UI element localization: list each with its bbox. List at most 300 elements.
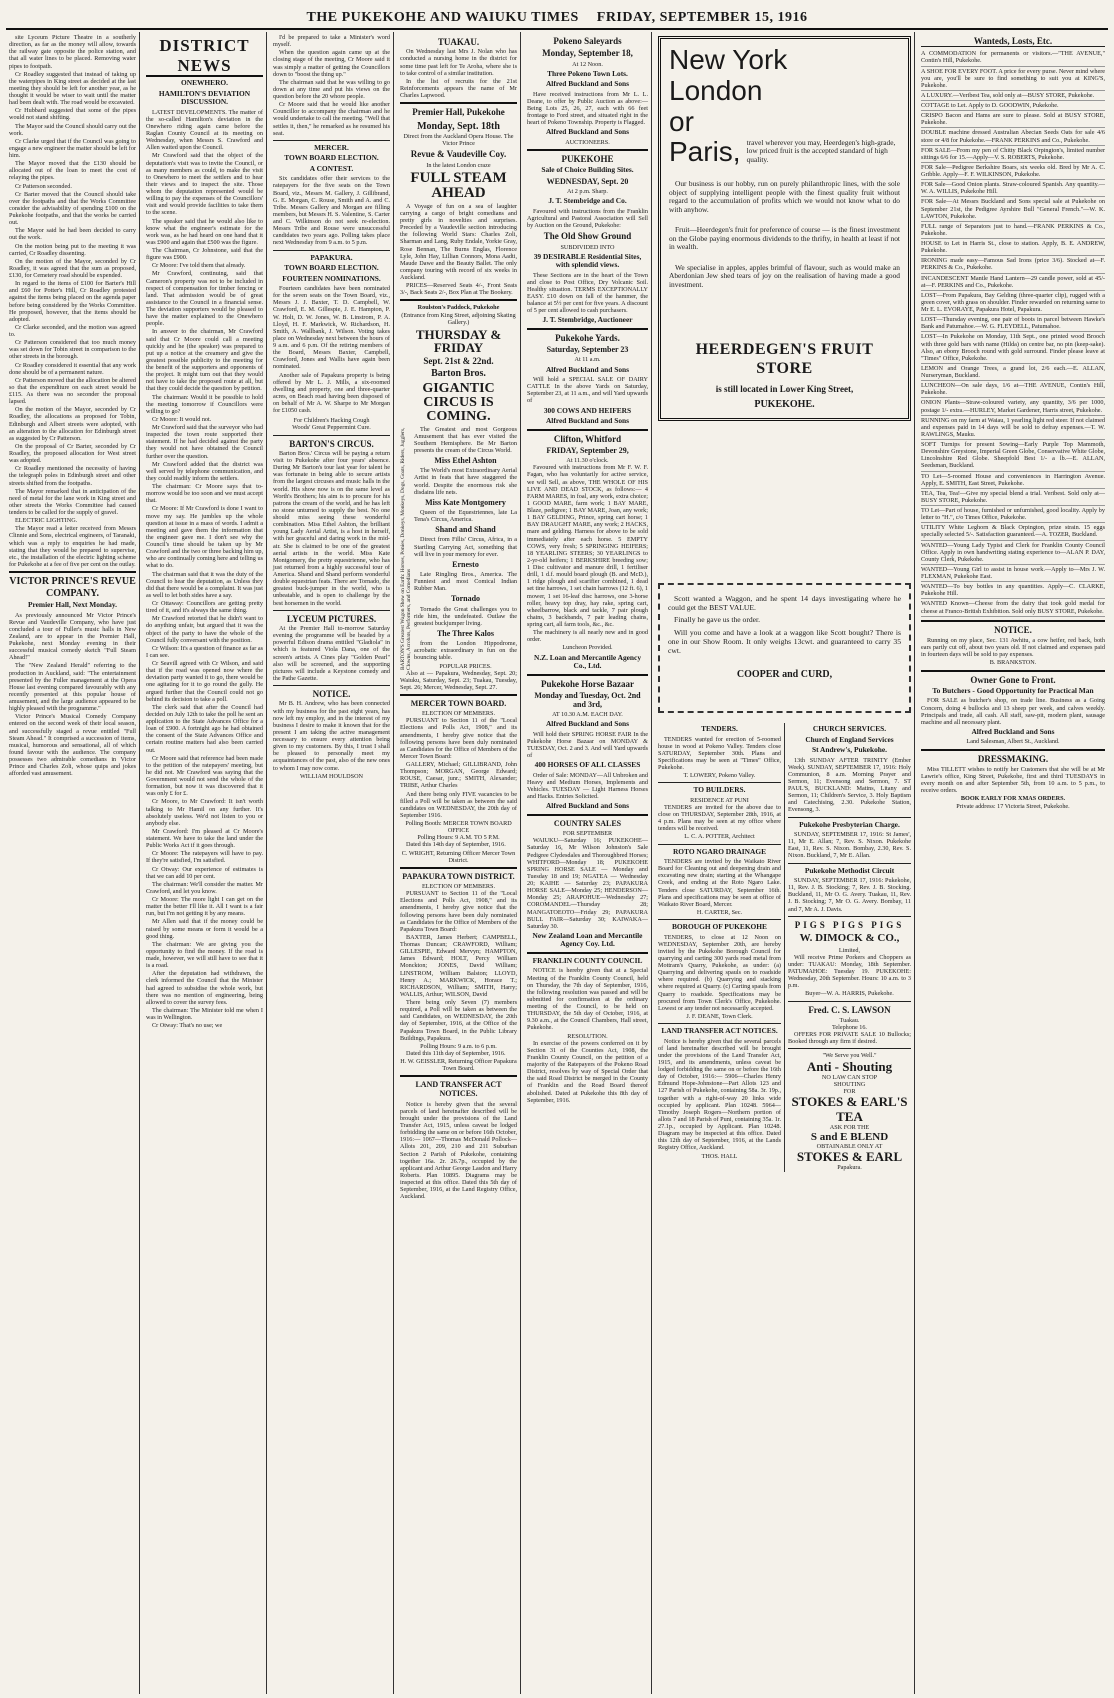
- classified-item: WANTED—Young Lady Typist and Clerk for Franklin County Council Office. Apply in own handwriting stating experience to—ALAN P. DAY, County Clerk, Pukekohe.: [921, 541, 1105, 565]
- papakura-sub: TOWN BOARD ELECTION.: [284, 263, 379, 273]
- col7-notice-p: Running on my place, Sec. 131 Awhitu, a cow heifer, red back, both ears partly cut off, about two years old. If not claimed and expenses paid in fourteen days will be sold to pay expenses.: [921, 637, 1105, 659]
- classified-item: COTTAGE to Let. Apply to D. GOODWIN, Pukekohe.: [921, 101, 1105, 111]
- col1-para-8: The Mayor said he had been decided to carry out the work.: [9, 227, 136, 242]
- circus-star-desc: Tornado the Great challenges you to ride him, the undefeated. Outlaw the greatest buckjumper living.: [414, 605, 517, 627]
- tuakau-header: TUAKAU.: [437, 37, 480, 47]
- owner-h2: To Butchers - Good Opportunity for Practical Man: [932, 685, 1094, 695]
- pk-sale-p2: These Sections are in the heart of the Town and close to Post Office, Dry Volcanic Soil. Healthy situation. TERMS EXCEPTIONALLY EASY. £10 down on fall of the hammer, the balance at 5½ per cent for five years. A discount of 5 per cent allowed to cash purchasers.: [527, 271, 648, 315]
- pk-sale-time: At 2 p.m. Sharp.: [567, 188, 608, 196]
- col2-para-7: The chairman: Would it be possible to hold the meeting tomorrow if Councillors were willing to go?: [146, 393, 263, 415]
- victor-para-0: As previously announced Mr Victor Prince's Revue and Vaudeville Company, who have just concluded a tour of Fuller's music halls in New Zealand, are to appear in the Premier Hall, Pukekohe, next Monday evening in their successful musical comedy sketch "Full Steam Ahead!": [9, 611, 136, 662]
- stokes-blend: S and E BLEND: [810, 1130, 889, 1143]
- land-act-h: LAND TRANSFER ACT NOTICES.: [661, 1026, 778, 1036]
- fruit-store-title: HEERDEGEN'S FRUIT STORE: [695, 341, 874, 377]
- church-p: 13th SUNDAY AFTER TRINITY (Ember Week). SUNDAY, SEPTEMBER 17, 1916: Holy Communion, 8 a.m. Morning Prayer and Sermon, 11; Evensong and Sermon, 7. ST PAUL'S, BUCKLAND: Matins, Litany and Sermon, 11; Children's Service, 3. Holy Baptism and Catechising, 2.30. Pukekohe Station, Evensong, 3.: [788, 756, 911, 814]
- col3-para-1: When the question again came up at the closing stage of the meeting, Cr Moore said it was simply a matter of getting the Councillors down to "boost the thing up.": [273, 49, 390, 78]
- mercer-p: Six candidates offer their services to the ratepayers for the five seats on the Town Board, viz., Messrs M. Gallery, J. Gillibrand, G. E. Morgan, C. Rouse, Smith and A. and C. Tribe. Messrs Gallery and Morgan are filling members, but Messrs H. S. Valentine, S. Carter and C. Wilkinson do not seek re-election. Messrs Tribe and Rouse were unsuccessful candidates two years ago. Polling takes place next Wednesday from 9 a.m. to 5 p.m.: [273, 175, 390, 247]
- pk-sale-p: Favoured with instructions from the Franklin Agricultural and Pastoral Association will Sell by Auction on the Ground, Pukekohe:: [527, 207, 648, 230]
- lawson-town: Tuakau.: [839, 1016, 860, 1024]
- dimock-name: W. DIMOCK & CO.,: [799, 932, 900, 945]
- circus-sub: (Entrance from King Street, adjoining Skating Gallery.): [401, 311, 516, 326]
- mercer-board-p: PURSUANT to Section 11 of the "Local Elections and Polls Act, 1908," and its amendments, I hereby give notice that the following persons have been duly nominated as Candidates for the Office of Members of the Mercer Town Board:: [400, 717, 517, 760]
- premier-venue: Premier Hall, Pukekohe: [412, 107, 505, 118]
- papakura-board-sig: H. W. GEISSLER, Returning Officer Papakura Town Board.: [400, 1058, 517, 1073]
- victor-para-2: Victor Prince's Musical Comedy Company entered on the second week of their local season, and successfully staged a revue entitled "Full Steam Ahead." It comprised a succession of items, musical, humorous and sensational, all of which found favour with the audience. The company possesses two admirable comedians in Victor Prince and Charles Zoli, whose quips and jokes afforded vast amusement.: [9, 713, 136, 778]
- stokes-h: Anti - Shouting: [806, 1058, 893, 1074]
- circus-star-desc: from the London Hippodrome, acrobatic extraordinary in fun on the bouncing table.: [414, 640, 517, 662]
- pokeno-auct2b: AUCTIONEERS.: [565, 138, 610, 146]
- presby-h: Pukekohe Presbyterian Charge.: [799, 819, 900, 829]
- pk-sale-sites: 39 DESIRABLE Residential Sites, with splendid views.: [533, 251, 642, 270]
- dress-book: BOOK EARLY FOR XMAS ORDERS.: [960, 795, 1066, 803]
- papakura-board-p: PURSUANT to Section 11 of the "Local Elections and Polls Act, 1908," and its amendments, I hereby give notice that the following persons have been duly nominated as Candidates for the Office of Members of the Papakura Town Board:: [400, 890, 517, 933]
- stokes-ask: ASK FOR THE: [829, 1123, 870, 1131]
- classified-item: SOFT Turnips for present Sowing—Early Purple Top Mammoth, Devonshire Greystone, Imperial Green Globe, Conservative White Globe, Lincolnshire Red Globe. Sheepfold Best 1/- a lb.—E. ALLAN, Seedsman, Buckland.: [921, 440, 1105, 472]
- col1-para-18: Cr Roadley mentioned the necessity of having the telegraph poles in Edinburgh street and other streets shifted from the footpaths.: [9, 465, 136, 487]
- mercer-board-p2: And there being only FIVE vacancies to be filled a Poll will be taken as between the said candidates on WEDNESDAY, the 20th day of September 1916.: [400, 790, 517, 819]
- yards-auct: Alfred Buckland and Sons: [545, 364, 630, 374]
- masthead-date: FRIDAY, SEPTEMBER 15, 1916: [596, 10, 808, 25]
- classified-item: LUNCHEON—On sale days, 1/6 at—THE AVENUE, Contin's Hill, Pukekohe.: [921, 381, 1105, 398]
- column-3: [270, 32, 394, 1694]
- premier-co: Revue & Vaudeville Coy.: [410, 149, 507, 160]
- classified-item: LEMON and Orange Trees, a grand lot, 2/6 each.—E. ALLAN, Nurseryman, Buckland.: [921, 364, 1105, 381]
- col2-para-6: In answer to the chairman, Mr Crawford said that Cr Moore could call a meeting quickly and he (the speaker) was prepared to put up a notice at the creamery and give the greatest possible publicity to the meeting for the benefit of the supporters and opponents of the project. It might turn out that they would not have to take the proposed route at all, but that they could decide the question by petition.: [146, 328, 263, 393]
- papakura-p2: Another sale of Papakura property is being offered by Mr L. J. Mills, a six-roomed dwelling and property, one and three-quarter acres, on Beach road having been disposed of on behalf of Mr A. W. Sharpe to Mr Morgan for £1050 cash.: [273, 371, 390, 415]
- classified-item: HOUSE to Let in Harris St., close to station. Apply, B. E. ANDREW, Pukekohe.: [921, 239, 1105, 256]
- col2-para-30: Cr Otway: That's no use; we: [152, 1022, 223, 1030]
- wanteds-header: Wanteds, Losts, Etc.: [921, 36, 1105, 47]
- classified-item: RUNNING on my farm at Waiau, 1 yearling light red steer. If not claimed and expenses paid in 14 days will be sold to defray expenses.—T. W. RAWLINGS, Mauku.: [921, 416, 1105, 440]
- country-sub: FOR SEPTEMBER: [562, 830, 613, 838]
- col1-para-2: Cr Hubbard suggested that some of the pipes would not stand shifting.: [9, 107, 136, 122]
- premier-date: Monday, Sept. 18th: [417, 120, 500, 132]
- pk-sale-sig: J. T. Stembridge, Auctioneer: [542, 315, 633, 325]
- col1-para-12: Cr Clarke seconded, and the motion was agreed to.: [9, 323, 136, 338]
- pk-sale-date: WEDNESDAY, Sept. 20: [546, 176, 629, 186]
- dimock-ltd: Limited,: [838, 946, 861, 954]
- horse-auct2: Alfred Buckland and Sons: [545, 801, 630, 811]
- circus-star-name: Shand and Shand: [435, 525, 496, 535]
- col1-para-0: site Lyceum Picture Theatre in a southerly direction, as far as the money will allow, towards the railway gate opposite the police station, and that all water lines to be placed. Removing water pipes to footpath.: [9, 34, 136, 70]
- builders-p: TENDERS are invited for the above due to close on THURSDAY, September 28th, 1916, at 4 p.m. Plans may be seen at my office where tenders will be received.: [658, 803, 781, 833]
- circus-star-name: Miss Kate Montgomery: [425, 497, 506, 507]
- owner-h: Owner Gone to Front.: [970, 674, 1056, 685]
- stokes-tag: "We Serve you Well.": [822, 1052, 877, 1060]
- circus-days: THURSDAY & FRIDAY: [415, 326, 502, 355]
- country-p: WAIUKU—Saturday 16; PUKEKOHE—Saturday 16, Mr Wilson Johnston's Sale Pedigree Clydesdales and Thoroughbred Horses; WHITFORD—Monday 18; PUKEKOHE SPRING HORSE SALE — Monday and Tuesday 18 and 19; NGATEA — Wednesday 20; KAIHE — Saturday 23; PAPAKURA HORSE SALE—Monday 25; HENDERSON—Monday 25; ARAPOHUE—Wednesday 27; COROMANDEL—Thursday 28; MANGATOEOTO—Friday 29; PAPAKURA BULL FAIR—Saturday 30; KAIWAKA—Saturday 30.: [527, 837, 648, 930]
- circus-prices: POPULAR PRICES.: [439, 662, 492, 670]
- mercer-board-booth: Polling Booth: MERCER TOWN BOARD OFFICE: [405, 820, 512, 835]
- horse-p: Will hold their SPRING HORSE FAIR In the Pukekohe Horse Bazaar on MONDAY & TUESDAY, Oct. 2 and 3. And will Yard upwards of: [527, 730, 648, 760]
- franklin-h: FRANKLIN COUNTY COUNCIL: [532, 955, 643, 965]
- col1-para-13: Cr Patterson considered that too much money was set down for Tobin street in comparison to the other streets in the borough.: [9, 339, 136, 361]
- circus-star-name: Tornado: [450, 594, 481, 604]
- col6-lower: [658, 723, 911, 1172]
- classified-item: A SHOE FOR EVERY FOOT. A price for every purse. Never mind where you are, you'll be sure to find something to suit you at KING'S, Pukekohe.: [921, 67, 1105, 91]
- owner-sig: Alfred Buckland and Sons: [971, 726, 1055, 736]
- premier-latest: In the latest London craze: [426, 161, 491, 169]
- dimock-p: Will receive Prime Porkers and Choppers as under: TUAKAU: Monday, 18th September. PATUMAHOE: Tuesday 19. PUKEKOHE: Wednesday, 20th September. Hours: 10 a.m. to 3 p.m.: [788, 953, 911, 990]
- col2-para-19: Cr Moore said that reference had been made to the petition of the ratepayers' meeting, but he did not. Mr Crawford was saying that the Government would not send the whole of the formation, but now it was discovered that it was only £ for £.: [146, 754, 263, 798]
- stokes-obt: OBTAINABLE ONLY AT: [816, 1143, 883, 1151]
- col2-para-1: Mr Crawford said that the object of the deputation's visit was to invite the Council, or as many members as could, to make the visit to Onewhero to meet the settlers and to hear their views and to inspect the site. Those whom the deputation represented would be willing to pay the expenses of the Councillors' visit and would provide facilities to take them to the scene.: [146, 152, 263, 217]
- mercer-board-h: MERCER TOWN BOARD.: [410, 699, 507, 708]
- tuakau-p2: In the list of recruits for the 21st Reinforcements appears the name of Mr Charles Lapwood.: [400, 77, 517, 100]
- col1-para-3: The Mayor said the Council should carry out the work.: [9, 122, 136, 137]
- dress-sig: Private address: 17 Victoria Street, Pukekohe.: [956, 802, 1070, 810]
- ny-p0: travel wherever you may, Heerdegen's high-grade, low priced fruit is the accepted standard of high quality.: [746, 137, 896, 164]
- classified-item: LOST—Thursday evening, one pair of boots in parcel between Hawke's Bank and Patumahoe.—W. G. FLEYDELL, Patumahoe.: [921, 315, 1105, 332]
- fruit-store-loc: is still located in Lower King Street,: [715, 383, 854, 394]
- pk-sale-site: The Old Show Ground: [543, 231, 632, 242]
- ny-line-3: or: [669, 105, 694, 137]
- pigs-h: PIGS PIGS PIGS: [794, 919, 905, 930]
- classified-item: ONION Plants—Straw-coloured variety, any quantity, 3/6 per 1000, postage 1/- extra.—HURLEY, Market Gardener, Harris street, Pukekohe.: [921, 398, 1105, 415]
- method-h: Pukekohe Methodist Circuit: [804, 865, 895, 875]
- col2-para-22: Cr Moore: The ratepayers will have to pay. If they're satisfied, I'm satisfied.: [146, 850, 263, 865]
- cup-p2: Finally he gave us the order.: [674, 615, 761, 625]
- presby-p: SUNDAY, SEPTEMBER 17, 1916: St James', 11, Mr E. Allan; 7, Rev. S. Nixon. Pukekohe East, 11, Rev. S. Nixon. Bombay, 2.30, Rev. S. Nixon. Buckland, 7, Mr E. Allan.: [788, 831, 911, 860]
- land-act-p: Notice is hereby given that the several parcels of land hereinafter described will be brought under the provisions of the Land Transfer Act, 1915, and its amendments, unless caveat be lodged forbidding the same on or before the 16th day of October, 1916:— 5906—Charles Henry Edmund Hope-Johnstone—Part Allots 123 and 127 Parish of Pukekohe, containing 58a. 3r. 19p., together with a right-of-way 20 links wide occupied by applicant. Plan 10248. 5964—Timothy Joseph Rogers—Northern portion of allots 7 and 18 Parish of Puni, containing 35a. 1r. 27.1p., occupied by Applicant. Plan 10248. Diagram may be inspected at this office. Dated this 12th day of September, 1916, at the Lands Registry Office, Auckland.: [658, 1037, 781, 1152]
- tenders-h: TENDERS.: [701, 724, 738, 733]
- mercer-h: A CONTEST.: [309, 163, 354, 173]
- circus-dates: Sept. 21st & 22nd.: [423, 355, 494, 366]
- mercer-town: MERCER.: [314, 142, 349, 152]
- pokeno-p: Have received instructions from Mr L. L. Deane, to offer by Public Auction as above:— Being Lots 25, 26, 27, each with 66 feet frontage to Ford street, and situated right in the heart of Pokeno Township. Property is Flagged.: [527, 90, 648, 127]
- roto-p: TENDERS are invited by the Waikato River Board for Cleaning out and deepening drain and excavating new drain; starting at the Whangape Creek, and ending at the Roto Ngaro Lake. Tenders close SATURDAY, September 16th. Plans and specifications may be seen at office of Waikato River Board, Mercer.: [658, 858, 781, 908]
- papakura-board-names: BAXTER, James Herbert; CAMPBELL, Thomas Duncan; CRAWFORD, William; GILLESPIE, Edward Mervyn; HAMPTON, James Edward; HOLT, Percy William Monckton; JONES, David William; LINSTROM, William Balston; LLOYD, Henry A.; MARKWICK, Horace T.; RICHARDSON, William; SMITH, Harry; WALLIS, Arthur; WILSON, David: [400, 933, 517, 998]
- col1-para-14: Cr Roadley considered it essential that any work done should be of a permanent nature.: [9, 361, 136, 376]
- stokes-p1: NO LAW CAN STOP: [821, 1073, 878, 1081]
- barton-header: BARTON'S CIRCUS.: [289, 438, 374, 449]
- stokes-name: STOKES & EARL'S: [791, 1094, 908, 1110]
- owner-sig2: Land Salesman, Albert St., Auckland.: [966, 738, 1060, 746]
- col1-para-5: The Mayor moved that the £130 should be allocated out of the loan to meet the cost of relaying the pipes.: [9, 160, 136, 182]
- notice-p: Mr B. H. Andrew, who has been connected with my business for the past eight years, has now left my employ, and in the interest of my business I desire to make it known that for the present I am taking the active management necessary to ensure every attention being given to my customers. By this, I trust I shall be pleased to personally meet my acquaintances of the past, also of the new ones to whom I may now come.: [273, 700, 390, 772]
- cup-sig: COOPER and CURD,: [736, 669, 833, 681]
- col1-para-11: In regard to the items of £100 for Barter's Hill and £60 for Potter's Hill, Cr Roadley protested against the items being placed on the agenda paper before being considered by the Works Committee. He proposed, however, that the items should be adopted.: [9, 280, 136, 323]
- col1-para-16: On the motion of the Mayor, seconded by Cr Roadley, the allocations as proposed for Tobin, Edinburgh and Albert streets were adopted, with an alteration to the allocation for Edinburgh street as suggested by Cr Patterson.: [9, 406, 136, 442]
- pokeno-auct2: Alfred Buckland and Sons: [545, 127, 630, 137]
- masthead: [6, 4, 1108, 30]
- classified-item: LOST—In Pukekohe on Monday, 11th Sept., one printed wood Brooch with three gold bars with name (Hilda) on centre bar, no pin (keep-sake). Also, an ebony Brooch round with gold surround. Finder please leave at "Times" Office, Pukekohe.: [921, 332, 1105, 364]
- col2-para-26: Mr Allen said that if the money could be raised by some means or form it would be a good thing.: [146, 918, 263, 940]
- onewhero-header: ONEWHERO.: [180, 78, 229, 88]
- horse-auct: Alfred Buckland and Sons: [545, 719, 630, 729]
- pokeno-time: At 12 Noon.: [572, 60, 603, 68]
- column-5: [524, 32, 652, 1694]
- builders-h: TO BUILDERS.: [693, 785, 746, 795]
- col2-para-28: After the deputation had withdrawn, the clerk informed the Council that the Minister had agreed to subsidise the whole work, but there was no mention of engineering, being allowed to cover the survey fees.: [146, 970, 263, 1006]
- classified-item: A COMMODATION for permanents or visitors.—"THE AVENUE," Contin's Hill, Pukekohe.: [921, 49, 1105, 66]
- col1-para-7: Cr Barter moved that the Council should take over the footpaths and that the Works Committee consider the advisability of spending £100 on the Pukekohe footpaths, and that the works be carried out.: [9, 190, 136, 227]
- pk-sale-sub2: SUBDIVIDED INTO: [560, 243, 615, 251]
- col2-para-27: The chairman: We are giving you the opportunity to find the money. If the road is made, however, we will still have to see that it is a road.: [146, 940, 263, 970]
- land-transfer-p: Notice is hereby given that the several parcels of land hereinafter described will be brought under the provisions of the Land Transfer Act, 1915, unless caveat be lodged forbidding the same on or before 16th October, 1916:— 1067—Thomas McDonald Pollock—Allots 201, 209, 210 and 211 Suburban Section 2 Parish of Pukekohe, containing together 16a. 2r. 26.7p., occupied by the applicant and Arthur George Lasdon and Harry Roberts. Plan 10895. Diagrams may be inspected at this office. Dated this 5th day of September, 1916, at the Land Registry Office, Auckland.: [400, 1100, 517, 1201]
- col2-para-2: The speaker said that he would also like to know what the engineer's estimate for the work was, as he had heard on one hand that it was £900 and again that £500 was the figure.: [146, 217, 263, 246]
- tenders-sig: T. LOWERY, Pokeno Valley.: [683, 772, 756, 780]
- masthead-title: THE PUKEKOHE AND WAIUKU TIMES: [306, 10, 579, 25]
- yards-big: 300 COWS AND HEIFERS: [543, 405, 632, 415]
- premier-p: A Voyage of fun on a sea of laughter carrying a cargo of bright comedians and pretty girls in novelties and surprises. Preceded by a Vaudeville section introducing the following World Stars: Charles Zoli, Sharman and Lang, Ruby Endale, Yorkie Gray, Rose Bennan, The Burns Englas, Florence Lyle, John Hay, Lillian Connors, Mona Aadti, Maude Dawe and the Beauty Ballet. The only company touring with record of six weeks in Auckland.: [400, 202, 517, 282]
- col2-para-8: Cr Moore: It would not.: [152, 415, 212, 423]
- col2-para-13: The chairman said that it was the duty of the Council to hear the deputation, as Unless they did that there would be a complaint. It was just as well to let both sides have a say.: [146, 570, 263, 599]
- col1-para-1: Cr Roadley suggested that instead of taking up the waterpipes in King street as decided at the last meeting they should be left for another year, as he thought it would be wiser to wait until the matter had been dealt with. The road would be excavated.: [9, 70, 136, 107]
- papakura-board-dated: Dated this 11th day of September, 1916.: [406, 1049, 506, 1057]
- col2-para-15: Mr Crawford retorted that he didn't want to do anything unfair, but argued that it was the object of the party to have the whole of the Council fully conversant with the position.: [146, 615, 263, 644]
- victor-title: VICTOR PRINCE'S REVUE COMPANY.: [9, 576, 136, 599]
- classified-item: WANTED—Young Girl to assist in house work.—Apply to—Mrs J. W. FLEXMAN, Pukekohe East.: [921, 565, 1105, 582]
- stokes-town: Papakura.: [837, 1164, 862, 1172]
- country-h2: New Zealand Loan and Mercantile Agency Coy. Ltd.: [532, 930, 643, 949]
- circus-star-desc: Direct from Fillis' Circus, Africa, in a Startling Carrying Act, something that will live in your memory for ever.: [414, 536, 517, 558]
- classified-item: WANTED Known—Cheese from the dairy that took gold medal for cheese at Franco-British Exhibition. Sold only BUSY STORE, Pukekohe.: [921, 599, 1105, 616]
- col2-para-3: The Chairman, Cr Johnstone, said that the figure was £900.: [146, 247, 263, 262]
- church-h3: St Andrew's, Pukekohe.: [811, 745, 888, 755]
- classified-item: FOR Sale—Good Onion plants. Straw-coloured Spanish. Any quantity.—W. A. WILLIS, Pukekohe Hill.: [921, 180, 1105, 197]
- barton-p: Barton Bros.' Circus will be paying a return visit to Pukekohe after four years' absence. During Mr Barton's tour last year for talent he was fortunate in being able to secure artists from the largest circuses and music halls in the world. His show now is on the same level as Worth's Brothers; his aim is to procure for his patrons the cream of the world, and he has left no stone unturned to supply the best. No one should miss seeing these wonderful combination. Miss Ethel Ashton, the brilliant young Lady Aerial Artist, is a host in herself, with her graceful and daring work in the mid-air. She is claimed to be one of the greatest aerial artists in the world. Miss Kate Montgomery, the pretty equestrienne, who has just returned from a highly successful tour of America. Shand and Shand perform wonderful double equestrian feats. There are Tornado, the greatest buck-jumper in the world, who is unbeatable, and is open to challenge by the best horsemen in the world.: [273, 449, 390, 607]
- col2-para-21: Mr Crawford: I'm pleased at Cr Moore's statement. We have to take the land under the Public Works Act if it goes through.: [146, 827, 263, 850]
- classified-item: UTILITY White Leghorn & Black Orpington, prize strain. 15 eggs specially selected 5/-. Satisfaction guaranteed.—A. TOZER, Buckland.: [921, 523, 1105, 540]
- district-news-header: DISTRICT NEWS: [146, 36, 263, 77]
- heerdegen-advert: [658, 36, 911, 421]
- col2-para-16: Cr Wilson: It's a question of finance as far as I can see.: [146, 644, 263, 659]
- owner-p: FOR SALE as butcher's shop, on trade line. Business as a Going Concern, doing 4 bullocks and 13 sheep per week, and calves weekly. Principals and trade, all cash. All staff, saw-pit, modern plant, sausage machine and all necessary plant.: [921, 697, 1105, 726]
- papakura-board-sub: ELECTION OF MEMBERS.: [421, 883, 496, 890]
- mercer-board-sub: ELECTION OF MEMBERS.: [421, 710, 496, 718]
- col7-notice-sig: B. BRANKSTON.: [989, 659, 1037, 667]
- victor-para-1: The "New Zealand Herald" referring to the production in Auckland, said: "The entertainment presented by the Fuller management at the Opera House last evening compared favourably with any recently presented at this popular house of amusement, and the large audience appeared to be highly pleased with the programme.": [9, 662, 136, 713]
- stokes-name2: STOKES & EARL: [796, 1149, 903, 1165]
- mercer-sub: TOWN BOARD ELECTION.: [284, 153, 379, 163]
- col3-para-3: Cr Moore said that he would like another Councillor to accompany the chairman and he would undertake to call the meeting. "Well that settles it, then," he remarked as he resumed his seat.: [273, 101, 390, 137]
- circus-star-desc: Queen of the Equestriennes, late La Tena's Circus, America.: [414, 509, 517, 524]
- nz-loan-h: N.Z. Loan and Mercantile Agency Co., Ltd.: [533, 652, 642, 671]
- papakura-board-h: PAPAKURA TOWN DISTRICT.: [402, 871, 515, 881]
- lyceum-header: LYCEUM PICTURES.: [286, 613, 377, 624]
- franklin-h2: RESOLUTION.: [567, 1032, 608, 1040]
- classified-item: CRISPO Bacon and Hams are sure to please. Sold at BUSY STORE, Pukekohe.: [921, 111, 1105, 128]
- fruit-store-town: PUKEKOHE.: [754, 398, 815, 410]
- column-2: [143, 32, 267, 1694]
- clifton-p2: The machinery is all nearly new and in good order.: [527, 629, 648, 644]
- dress-h: DRESSMAKING.: [977, 753, 1049, 764]
- pk-sale-sub: Sale of Choice Building Sites.: [541, 165, 634, 175]
- col2-para-12: Cr Moore: If Mr Crawford is done I want to move my say. He jumbles up the whole question at issue in a mass of words. I admit a meeting and gave them the information that the engineer gave me. I don't see why the Council's time should be taken up by Mr Crawford and the two or three backing him up, who are continually coming here and telling us what to do.: [146, 505, 263, 570]
- col1-para-20: ELECTRIC LIGHTING.: [15, 517, 78, 525]
- franklin-p: NOTICE is hereby given that at a Special Meeting of the Franklin County Council, held on Thursday, the 7th day of September, 1916, the following resolution was passed and will be submitted for confirmation at the ordinary meeting of the Council, to be held on THURSDAY, the 5th day of October, 1916, at 9.30 a.m., at the Council Chambers, Hall street, Pukekohe.: [527, 967, 648, 1032]
- builders-sub: RESIDENCE AT PUNI: [690, 796, 749, 804]
- papakura-town: PAPAKURA.: [310, 252, 353, 262]
- col2-para-14: Cr Ottaway: Councillors are getting pretty tired of it, and it's always the same thing.: [146, 600, 263, 615]
- lawson-h: Fred. C. S. LAWSON: [808, 1004, 891, 1015]
- ny-p2: Fruit—Heerdegen's fruit for preference of course — is the finest investment on the Globe paying enormous dividends to the thrifty, in health at least if not in wealth.: [669, 225, 900, 252]
- yards-time: At 11 a.m.: [574, 356, 601, 364]
- clifton-p: Favoured with instructions from Mr F. W. F. Fagan, who has voluntarily for active service, we will Sell, as above, THE WHOLE OF HIS LIVE AND DEAD STOCK, as follows:— 4 FARM MARES, in foal, any work, extra choice; 1 GOOD MARE, farm work; 1 BAY MARE, Blaze, pedigree; 1 BAY MARE, Joan, any work; 1 BAY GELDING, Prince, spring cart horse; 1 BAY DRAUGHT MARE, any work; 2 HACKS, mare and gelding. Harness for above to be sold immediately after each horse. 5 EMPTY COWS, very fresh; 5 SPRINGING HEIFERS; 18 YEARLING STEERS; 30 YEARLINGS to 2-yr-old heifers; 1 BERKSHIRE breeding sow; 1 Disc cultivator and manure drill, 1 fertiliser drill, 1 d.f. mould board plough (B. and McD.), 1 ridge plough and scarifier combined, 1 dead set tine harrows, 1 set chain harrows (12 ft. 6), 1 mower, 1 set 16-leaf disc harrows, one 3-horse roller, heavy top dray, hay rake, spring cart, wheelbarrow, black and tackle, 7 pair plough chains, 3 backbands, 7 pair leading chains, spring cart, all farm tools, &c., &c.: [527, 464, 648, 629]
- pk-sale-h: PUKEKOHE: [561, 154, 614, 165]
- lawson-p: OFFERS FOR PRIVATE SALE 10 Bullocks; Booked through any firm if desired.: [788, 1031, 911, 1046]
- stokes-p2: SHOUTING: [833, 1080, 866, 1088]
- col1-para-6: Cr Patterson seconded.: [15, 182, 72, 190]
- column-6: [655, 32, 915, 1694]
- col1-para-15: Cr Patterson moved that the allocation be altered so that the expenditure on each street would be £115. As there was no seconder the proposal lapsed.: [9, 376, 136, 406]
- premier-sub: Direct from the Auckland Opera House. The Victor Prince: [403, 133, 514, 148]
- classified-item: WANTED—To buy bottles in any quantities. Apply—C. CLARKE, Pukekohe Hill.: [921, 582, 1105, 599]
- col7-notice-h: NOTICE.: [994, 624, 1032, 635]
- col3-para-2: The chairman said that he was willing to go down at any time and put his views on the question before the 20 whore people.: [273, 78, 390, 100]
- col3-para-0: I'd be prepared to take a Minister's word myself.: [273, 34, 390, 49]
- col2-para-17: Cr Seavill agreed with Cr Wilson, and said that if the road was opened now where the deviation party wanted it to go, there would be one agitating for it to go round the gully. He argued further that the Council could not go behind its decision to take a poll.: [146, 660, 263, 703]
- gigantic-circus: GIGANTIC CIRCUS IS COMING.: [422, 380, 495, 424]
- col2-para-0: LATEST DEVELOPMENTS. The matter of the so-called Hamilton's deviation in the Onewhero riding again came before the Raglan County Council at its meeting on Wednesday, when Messrs S. Crawford and Allen waited upon the Council.: [146, 108, 263, 152]
- horse-time: AT 10.30 A.M. EACH DAY.: [552, 711, 623, 719]
- victor-sub: Premier Hall, Next Monday.: [27, 600, 117, 609]
- circus-star-desc: The World's most Extraordinary Aerial Artist in feats that have staggered the world. Despite the enormous risk she disdains life nets.: [414, 467, 517, 496]
- col1-para-4: Cr Clarke urged that if the Council was going to engage a new engineer the matter should be left for him.: [9, 137, 136, 159]
- col1-para-19: The Mayor remarked that in anticipation of the need of metal for the lane work in King street and other streets the Works Committee had caused tenders to be called for the supply of gravel.: [9, 487, 136, 516]
- roto-sig: H. CARTER, Sec.: [696, 908, 743, 916]
- church-h2: Church of England Services: [805, 734, 894, 744]
- notice-sig: WILLIAM HOULDSON: [299, 772, 364, 780]
- col2-para-9: Mr Crawford said that the surveyor who had inspected the town route supported their statement. If he had decided against the party they would not have obtained the Council further over the question.: [146, 424, 263, 460]
- circus-p: The Greatest and most Gorgeous Amusement that has ever visited the Southern Hemisphere. Be Mr Barton presents the cream of the Circus World.: [414, 425, 517, 454]
- circus-venue: Roulston's Paddock, Pukekohe: [417, 304, 500, 312]
- circus-also: Also at — Papakura, Wednesday, Sept. 20; Waiuku, Saturday, Sept. 23; Tuakau, Tuesday, Sept. 26; Mercer, Wednesday, Sept. 27.: [400, 669, 517, 691]
- land-act-sig: THOS. HALL: [701, 1152, 738, 1160]
- papakura-board-hours: Polling Hours: 9 a.m. to 6 p.m.: [420, 1042, 497, 1050]
- col2-para-25: Cr Moore: The more light I can get on the matter the better I'll like it. All I want is a fair run, but I'm not getting it by any means.: [146, 896, 263, 918]
- lawson-tel: Telephone 16.: [832, 1024, 867, 1032]
- full-steam-ahead: FULL STEAM AHEAD: [410, 169, 507, 201]
- horse-date: Monday and Tuesday, Oct. 2nd and 3rd,: [534, 690, 641, 710]
- clifton-date: FRIDAY, September 29,: [546, 445, 629, 455]
- clifton-lunch: Luncheon Provided.: [562, 644, 613, 652]
- col2-para-18: The clerk said that after the Council had decided on July 12th to take the poll he sent an application to the State Advances Office for a loan of £900. A fortnight ago he had obtained the consent of the State Advances Office and certain routine matters had also been carried out.: [146, 703, 263, 754]
- stokes-for: FOR: [843, 1088, 856, 1096]
- classified-item: FULL range of Separators just to hand.—FRANK PERKINS & Co., Pukekohe.: [921, 222, 1105, 239]
- mercer-board-names: GALLERY, Michael; GILLIBRAND, John Thompson; MORGAN, George Edward; ROUSE, Caesar, junr.; SMITH, Alexander; TRIBE, Arthur Charles: [400, 761, 517, 790]
- borough-h: BOROUGH OF PUKEKOHE: [672, 922, 767, 932]
- pokeno-auct: Alfred Buckland and Sons: [545, 79, 630, 89]
- papakura-board-p2: There being only Seven (7) members required, a Poll will be taken as between the said Candidates, on WEDNESDAY, the 20th day of September, 1916, at the Office of the Papakura Town Board, in the Public Library Buildings, Papakura.: [400, 999, 517, 1042]
- ny-p1: Our business is our hobby, run on purely philanthropic lines, with the sole object of supplying intelligent people with the finest quality fruit without regard to the accumulation of profits which we would not know what to do with anyhow.: [669, 179, 900, 214]
- classified-item: TO Let—Part of house, furnished or unfurnished, good locality. Apply by letter to "H.", c/o Times Office, Pukekohe.: [921, 506, 1105, 523]
- ny-line-1: New York: [669, 44, 788, 75]
- country-h: COUNTRY SALES: [553, 818, 622, 828]
- yards-auct2: Alfred Buckland and Sons: [545, 416, 630, 426]
- dimock-sig: Buyer—W. A. HARRIS, Pukekohe.: [805, 990, 894, 998]
- ny-line-2: London: [669, 74, 763, 106]
- circus-star-name: Miss Ethel Ashton: [434, 456, 497, 466]
- borough-p: TENDERS, to close at 12 Noon on WEDNESDAY, September 20th, are hereby invited by the Pukekohe Borough Council for quarrying and carting 300 yards road metal from Mottram's Quarry, Pukekohe, as under: (a) Quarrying and delivering spauls on to roadside where required. (b) Quarrying and stacking where required at Quarry. (c) Carting spauls from Quarry to roadside. Specifications may be procured from Town Clerk's Office, Pukekohe. Lowest or any tender not necessarily accepted.: [658, 933, 781, 1012]
- col1-para-21: The Mayor read a letter received from Messrs Clinnie and Sons, electrical engineers, of Taranaki, which was a reply to enquiries he had made, stating that they would be prepared to supervise, etc., the installation of the electric lighting scheme for Pukekohe at a fee of five per cent on the outlay.: [9, 525, 136, 568]
- yards-p: Will hold a SPECIAL SALE OF DAIRY CATTLE In the above Yards on Saturday, September 23, at 11 a.m., and will Yard upwards of: [527, 376, 648, 405]
- col2-para-24: The chairman: We'll consider the matter. Mr Crawford, and let you know.: [146, 880, 263, 895]
- land-transfer-h: LAND TRANSFER ACT NOTICES.: [415, 1080, 502, 1099]
- notice-header: NOTICE.: [312, 689, 351, 700]
- horse-p2: Order of Sale: MONDAY—All Unbroken and Heavy and Medium Horses, Implements and Vehicles. TUESDAY — Light Harness Horses and Hacks. Entries Solicited.: [527, 771, 648, 801]
- col2-para-29: The chairman: The Minister told me when I was in Wellington.: [146, 1006, 263, 1022]
- cough-advert: [273, 417, 390, 431]
- circus-name: Barton Bros.: [431, 368, 486, 380]
- borough-sig: J. F. DEANE, Town Clerk.: [686, 1012, 753, 1020]
- circus-star-desc: Late Ringling Bros., America. The Funniest and most Comical Indian Rubber Man.: [414, 571, 517, 593]
- col2-para-4: Cr Moore: I've told them that already.: [152, 262, 246, 270]
- mercer-board-hours: Polling Hours: 9 A.M. TO 5 P.M.: [417, 834, 500, 842]
- classified-item: LOST—From Papakura, Bay Gelding (three-quarter clip), rugged with a green cover, with grass on shoulder. Finder rewarded on returning same to Mr E. L. EVORAYE, Papakura Hotel, Papakura.: [921, 291, 1105, 315]
- pokeno-lots: Three Pokeno Town Lots.: [547, 68, 628, 78]
- classified-item: A LUXURY.—Veribest Tea, sold only at—BUSY STORE, Pukekohe.: [921, 91, 1105, 101]
- tuakau-p: On Wednesday last Mrs J. Nolan who has conducted a nursing home in the district for some time past left for Te Aroha, where she is to take control of a similar institution.: [400, 48, 517, 77]
- tenders-p: TENDERS wanted for erection of 5-roomed house in wood at Pokeno Valley. Tenders close SATURDAY, September 30th. Plans and Specifications may be seen at "Times" Office, Pukekohe.: [658, 735, 781, 772]
- col1-para-10: On the motion of the Mayor, seconded by Cr Roadley, it was agreed that the sum as proposed, £130, for Cemetery road should be expended.: [9, 257, 136, 279]
- column-1: [6, 32, 140, 1694]
- col2-para-23: Cr Otway: Our experience of estimates is that we can add 10 per cent.: [146, 865, 263, 880]
- church-h: CHURCH SERVICES.: [812, 724, 887, 733]
- classified-item: DOUBLE machine dressed Australian Abecian Seeds Oats for sale 4/6 store or 4/8 for Pukekohe.—FRANK PERKINS and Co., Pukekohe.: [921, 128, 1105, 145]
- pk-sale-auct: J. T. Stembridge and Co.: [548, 196, 627, 206]
- cup-p3: Will you come and have a look at a waggon like Scott bought? There is one in our Show Room. It only weighs 13cwt. and guaranteed to carry 35 cwt.: [668, 628, 901, 655]
- cooper-curd-advert: [658, 583, 911, 713]
- yards-date: Saturday, September 23: [546, 345, 629, 355]
- mercer-board-dated: Dated this 14th day of September, 1916.: [406, 841, 506, 849]
- franklin-p2: In exercise of the powers conferred on it by Section 31 of the Counties Act, 1908, the Franklin County Council, on the petition of a majority of the Ratepayers of the Pokeno Road District, resolves by way of Special Order that the said Road District be merged in the County of Franklin and the Road Board thereof abolished. Dated at Pukekohe this 8th day of September, 1916.: [527, 1039, 648, 1104]
- classified-item: INCANDESCENT Mantle Hand Lantern—29 candle power, sold at 45/- at—F. PERKINS and Co., Pukekohe.: [921, 274, 1105, 291]
- papakura-h: FOURTEEN NOMINATIONS.: [282, 273, 381, 283]
- horse-big: 400 HORSES OF ALL CLASSES: [534, 760, 641, 770]
- classified-item: FOR Sale—At Messrs Buckland and Sons special sale at Pukekohe on September 21st, the Pedigree Ayrshire Bull "General French."—W. K. LAWTON, Pukekohe.: [921, 197, 1105, 221]
- circus-star-name: The Three Kalos: [436, 628, 495, 638]
- lyceum-p: At the Premier Hall to-morrow Saturday evening the programme will be headed by a powerful Edison drama entitled "Gladiola" in which is featured Viola Dana, one of the screen's artists. A Cines play "Golden Pearl" also will be screened, and the supporting pictures will include a Keystone comedy and the Pathe Gazette.: [273, 625, 390, 682]
- col2-para-10: Mr Crawford added that the district was well served by telephone communication, and they could readily inform the settlers.: [146, 460, 263, 482]
- cough-advert-sub: Woods' Great Peppermint Cure.: [292, 424, 371, 432]
- horse-h: Pukekohe Horse Bazaar: [541, 678, 634, 689]
- col1-para-9: On the motion being put to the meeting it was carried, Cr Roadley dissenting.: [9, 242, 136, 257]
- pokeno-date: Monday, September 18,: [542, 48, 633, 59]
- deviation-sub: HAMILTON'S DEVIATION DISCUSSION.: [158, 88, 251, 107]
- classified-item: TEA, Tea, Tea!—Give my special blend a trial. Veribest. Sold only at—BUSY STORE, Pukekohe.: [921, 489, 1105, 506]
- clifton-h: Clifton, Whitford: [553, 433, 622, 444]
- premier-prices: PRICES—Reserved Seats 4/-, Front Seats 3/-, Back Seats 2/-, Box Plan at The Bookery.: [400, 282, 517, 297]
- classified-item: IRONING made easy—Famous Sad Irons (price 3/6). Stocked at—F. PERKINS & Co., Pukekohe.: [921, 256, 1105, 273]
- roto-h: ROTO NGARO DRAINAGE: [672, 846, 767, 856]
- circus-star-name: Ernesto: [452, 559, 479, 569]
- builders-sig: L. C. A. POTTER, Architect: [684, 833, 755, 841]
- mercer-board-sig: C. WRIGHT, Returning Officer Mercer Town District.: [401, 849, 516, 864]
- col2-para-5: Mr Crawford, continuing, said that Cameron's property was not to be included in respect of compensation for timber fencing or land. That admission would be of great assistance to the Council in a financial sense. The deviation supporters would be pleased to have the matter explained to the Onewhero people.: [146, 270, 263, 328]
- method-p: SUNDAY, SEPTEMBER 17, 1916: Pukekohe, 11, Rev. J. B. Stocking; 7, Rev. J. B. Stocking. Buckland, 11, Mr O. G. Avery. Tuakau, 11, Rev. J. B. Stocking; 7, Mr O. G. Avery. Bombay, 11 and 7, Mr A. J. Davis.: [788, 877, 911, 913]
- ny-line-4: Paris,: [669, 136, 741, 168]
- column-7: [918, 32, 1108, 1694]
- col2-para-20: Cr Moore, to Mr Crawford: It isn't worth talking to Mr Hamil on any further. It's absolutely useless. We'd not listen to you or anybody else.: [146, 798, 263, 827]
- classified-item: FOR SALE—From my pen of Chitty Black Orpington's, limited number sittings 6/6 for 15.—Apply—V. S. ROBERTS, Pukekohe.: [921, 146, 1105, 163]
- dress-p: Miss TILLETT wishes to notify her Customers that she will be at Mr Lawrie's office, King Street, Pukekohe, first and third TUESDAYS in every month on and after September 5th, from 10 a.m. to 5 p.m., to receive orders.: [921, 765, 1105, 795]
- stokes-tea: TEA: [836, 1108, 863, 1124]
- circus-side-text: BARTON'S Greatest Wagon Show on Earth: Horses, Ponies, Donkeys, Monkeys, Dogs, Goats, Riders, Jugglers, Clowns, Acrobats, Performers, and Comedians: [400, 427, 412, 670]
- column-4: [397, 32, 521, 1694]
- papakura-p: Fourteen candidates have been nominated for the seven seats on the Town Board, viz., Messrs J. J. Baxter, T. D. Campbell, W. Crawford, E. M. Gillespie, J. E. Hampton, P. W. Holt, D. W. Jones, W. B. Linstrom, P. A. Lloyd, H. F. Markwick, W. Richardson, H. Smith, A. Wallbank, J. Wilson. Voting takes place on Wednesday next between the hours of 9 a.m. and 6 p.m. Of the retiring members of the Board, Messrs Baxter, Campbell, Crawford, Jones and Wallis have again been nominated.: [273, 285, 390, 371]
- cup-p1: Scott wanted a Waggon, and he spent 14 days investigating where he could get the BEST VALUE.: [668, 594, 901, 612]
- cough-advert-title: For Children's Hacking Cough: [293, 417, 370, 425]
- yards-h: Pukekohe Yards.: [555, 332, 620, 343]
- classified-item: FOR Sale—Pedigree Berkshire Boars, six weeks old. Bred by Mr A. C. Gribble. Apply—F. F. WILKINSON, Pukekohe.: [921, 163, 1105, 180]
- col1-para-17: On the proposal of Cr Barter, seconded by Cr Roadley, the proposed allocation for West street was adopted.: [9, 442, 136, 465]
- col2-para-11: The chairman: Cr Moore says that to-morrow would be too soon and we must accept that.: [146, 483, 263, 505]
- clifton-time: At 11.30 o'clock.: [566, 457, 609, 465]
- classified-item: TO Let—5-roomed House and conveniences in Harrington Avenue. Apply, E. SMITH, East Street, Pukekohe.: [921, 472, 1105, 489]
- pokeno-h: Pokeno Saleyards: [553, 36, 622, 46]
